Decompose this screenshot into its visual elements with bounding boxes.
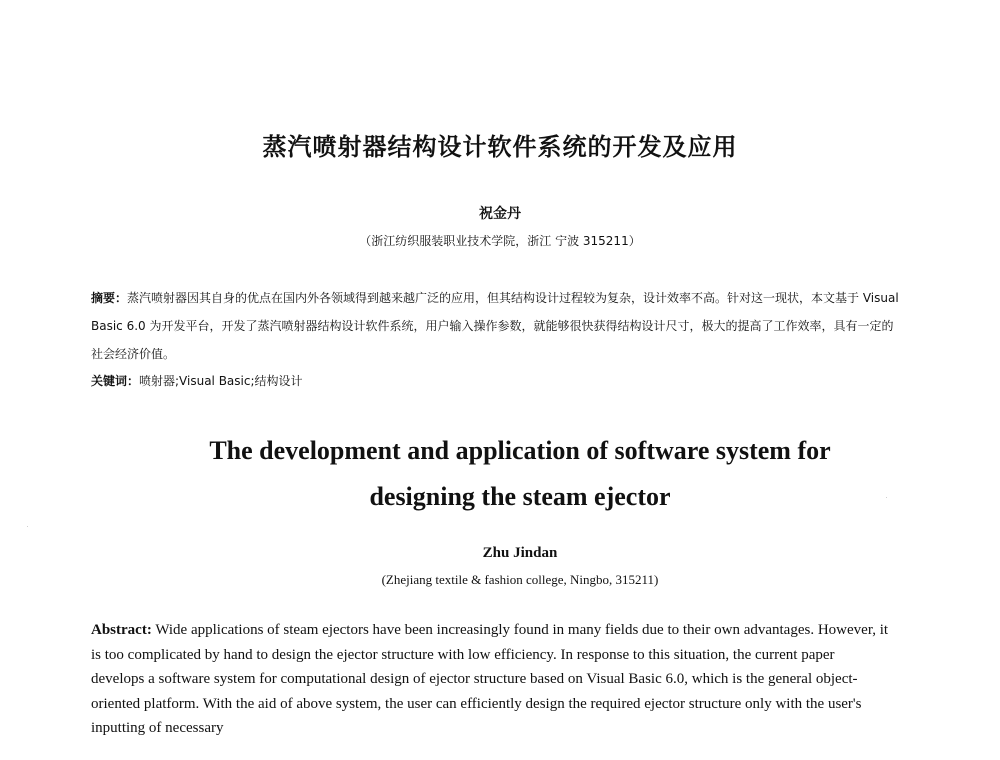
- chinese-title: 蒸汽喷射器结构设计软件系统的开发及应用: [262, 133, 738, 161]
- english-title-line-1: The development and application of software system for: [209, 436, 831, 465]
- english-abstract-label: Abstract:: [91, 622, 152, 638]
- chinese-author: 祝金丹: [479, 206, 521, 222]
- chinese-abstract-label: 摘要：: [91, 291, 128, 305]
- chinese-affiliation: （浙江纺织服装职业技术学院，浙江 宁波 315211）: [359, 234, 641, 248]
- english-author: Zhu Jindan: [482, 545, 558, 561]
- chinese-keywords-label: 关键词：: [91, 374, 140, 388]
- chinese-abstract-text: 蒸汽喷射器因其自身的优点在国内外各领域得到越来越广泛的应用，但其结构设计过程较为复杂，设计效率不高。针对这一现状，本文基于 Visual Basic 6.0 为开发平台，开发了蒸汽喷射器结构设计软件系统，用户输入操作参数，就能够很快获得结构设计尺寸，极大的提高了工作效率，具有一定的社会经济价值。: [91, 291, 899, 361]
- scan-speck: [27, 526, 28, 527]
- english-title-line-2: designing the steam ejector: [369, 482, 671, 511]
- chinese-abstract: [91, 284, 903, 368]
- chinese-keywords-text: 喷射器;Visual Basic;结构设计: [139, 374, 303, 388]
- english-title: [0, 428, 1000, 520]
- english-abstract-text: Wide applications of steam ejectors have been increasingly found in many fields due to their own advantages. However, it is too complicated by hand to design the ejector structure with low efficiency. In response to this situation, the current paper develops a software system for computational design of ejector structure based on Visual Basic 6.0, which is the general object-oriented platform. With the aid of above system, the user can efficiently design the required ejector structure only with the user's inputting of necessary: [91, 622, 889, 736]
- scan-speck: [886, 497, 887, 498]
- english-abstract: [91, 618, 891, 741]
- chinese-keywords: [91, 369, 903, 393]
- english-affiliation: (Zhejiang textile & fashion college, Ningbo, 315211): [381, 572, 659, 587]
